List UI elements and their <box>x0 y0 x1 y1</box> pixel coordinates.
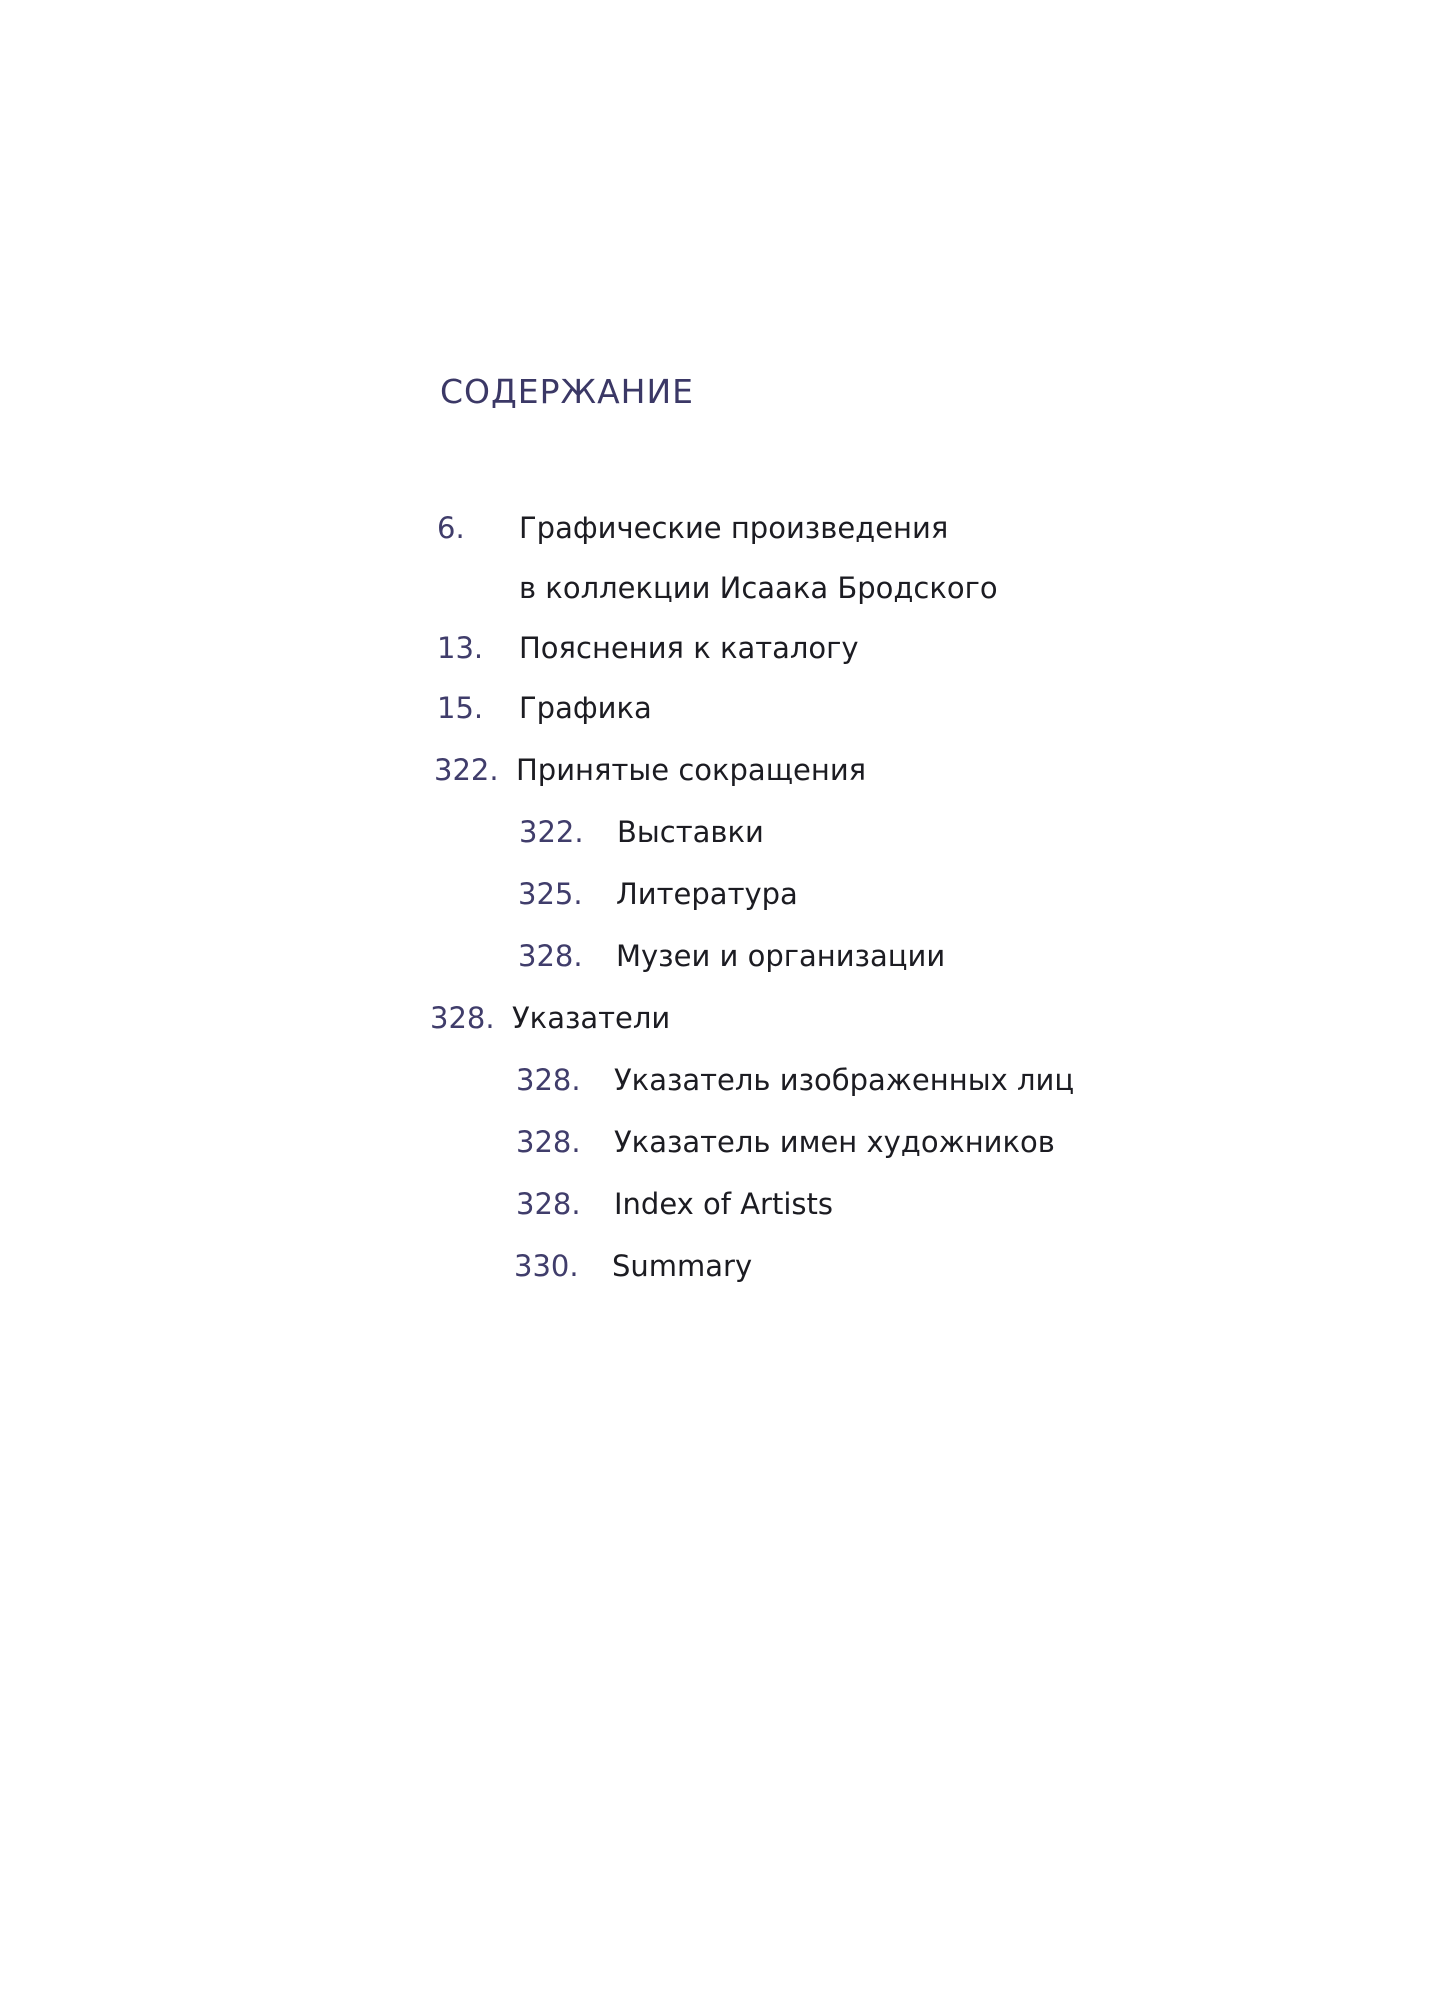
toc-entry-title: Указатель имен художников <box>614 1125 1055 1159</box>
toc-page-number: 328. <box>516 1125 581 1159</box>
toc-page-number: 6. <box>437 511 465 545</box>
toc-entry-title: Музеи и организации <box>616 939 946 973</box>
toc-page-number: 322. <box>434 753 499 787</box>
toc-entry-title: Указатель изображенных лиц <box>614 1063 1075 1097</box>
toc-page-number: 325. <box>518 877 583 911</box>
toc-page-number: 328. <box>516 1187 581 1221</box>
toc-entry-title: Пояснения к каталогу <box>519 631 859 665</box>
contents-heading: СОДЕРЖАНИЕ <box>440 372 695 411</box>
toc-page-number: 328. <box>518 939 583 973</box>
toc-entry-title: Литература <box>616 877 798 911</box>
toc-entry-title-continuation: в коллекции Исаака Бродского <box>519 571 998 605</box>
toc-entry-title: Выставки <box>617 815 764 849</box>
toc-page-number: 328. <box>430 1001 495 1035</box>
toc-entry-title: Указатели <box>512 1001 671 1035</box>
toc-entry-title: Графика <box>519 691 652 725</box>
toc-page-number: 322. <box>519 815 584 849</box>
toc-page-number: 13. <box>437 631 484 665</box>
toc-page-number: 328. <box>516 1063 581 1097</box>
toc-entry-title: Index of Artists <box>614 1187 834 1221</box>
toc-page-number: 330. <box>514 1249 579 1283</box>
toc-entry-title: Summary <box>612 1249 753 1283</box>
toc-page-number: 15. <box>437 691 484 725</box>
toc-entry-title: Принятые сокращения <box>516 753 867 787</box>
toc-entry-title: Графические произведения <box>519 511 949 545</box>
